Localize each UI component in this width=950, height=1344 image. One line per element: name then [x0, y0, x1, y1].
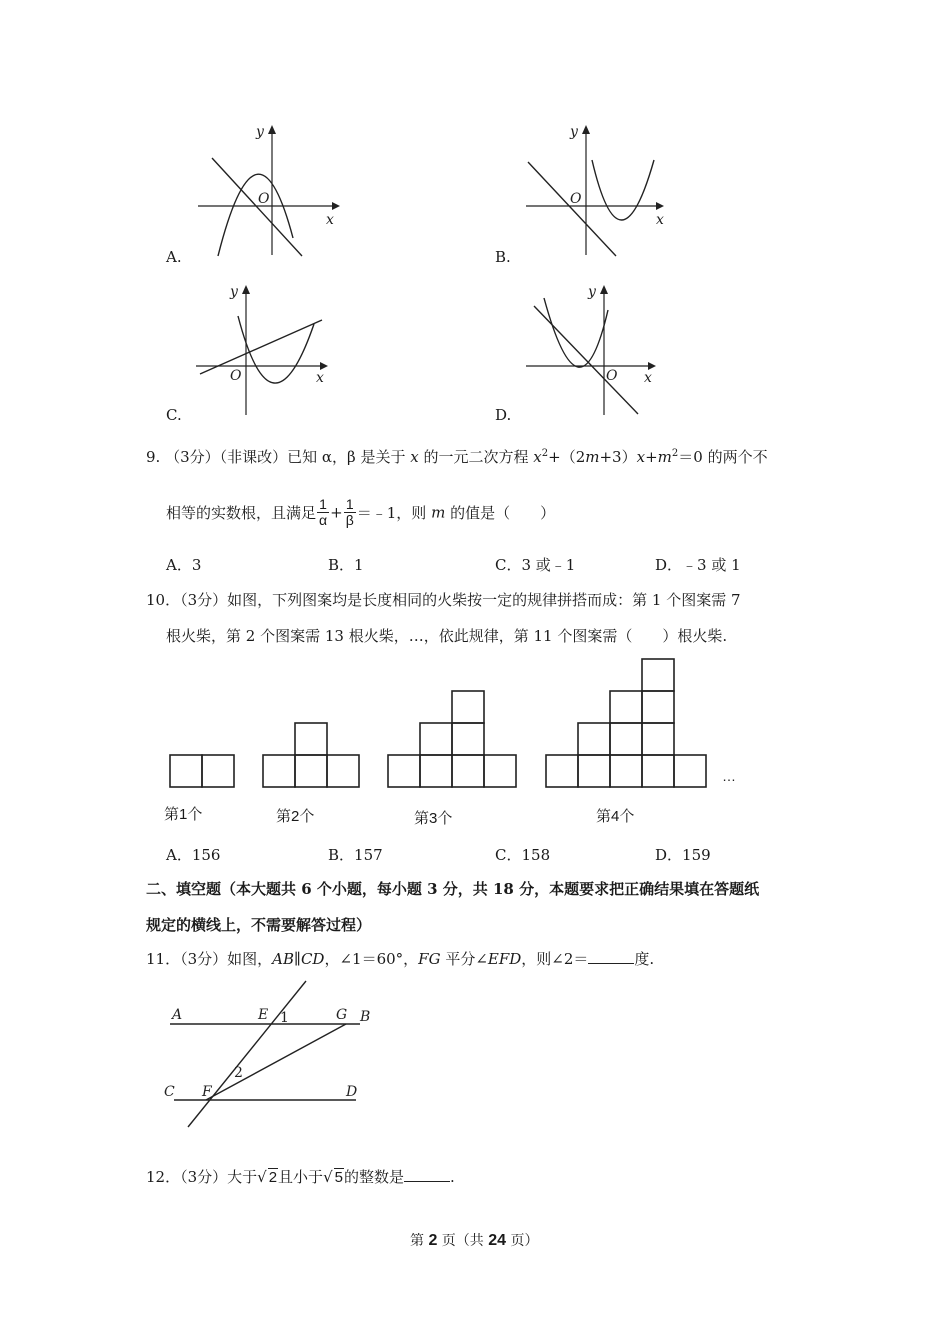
q12-text: 12．（3分）大于√ 2且小于√ 5的整数是 . — [146, 1168, 455, 1186]
svg-text:B: B — [360, 1009, 371, 1025]
svg-text:x: x — [656, 212, 664, 228]
q10-line2: 根火柴，第 2 个图案需 13 根火柴，…，依此规律，第 11 个图案需（ ）根火柴. — [166, 627, 728, 645]
figure-caption-2: 第2个 — [276, 808, 315, 825]
q10-option-d: D．159 — [655, 846, 711, 864]
figure-caption-3: 第3个 — [414, 810, 453, 827]
svg-text:…: … — [722, 768, 736, 784]
svg-text:A: A — [172, 1007, 183, 1023]
svg-text:F: F — [202, 1084, 212, 1100]
q9-option-c: C．3 或﹣1 — [495, 556, 576, 574]
svg-text:D: D — [346, 1084, 358, 1100]
svg-text:y: y — [230, 284, 238, 300]
graph-c — [190, 280, 350, 420]
answer-blank — [588, 949, 634, 964]
fraction-alpha: $\frac{1}{\alpha}$ — [319, 496, 328, 528]
graph-d — [520, 280, 680, 420]
svg-text:O: O — [606, 368, 618, 384]
option-b-label: B. — [495, 248, 511, 266]
svg-text:O: O — [258, 191, 270, 207]
option-a-label: A. — [166, 248, 182, 266]
answer-blank — [404, 1167, 450, 1182]
svg-text:O: O — [570, 191, 582, 207]
option-d-label: D. — [495, 406, 512, 424]
q9-line2: 相等的实数根，且满足 $\frac{1}{\alpha}$ + $\frac{1}{\beta}$ ＝﹣1，则 m 的值是（ ） — [166, 496, 556, 528]
section-heading-line2: 规定的横线上，不需要解答过程） — [146, 916, 372, 934]
q10-option-b: B．157 — [328, 846, 383, 864]
section-heading-line1: 二、填空题（本大题共 6 个小题，每小题 3 分，共 18 分，本题要求把正确结果填在答题纸 — [146, 880, 760, 898]
graph-a — [190, 120, 350, 260]
svg-text:2: 2 — [234, 1065, 243, 1081]
svg-text:E: E — [258, 1007, 269, 1023]
option-c-label: C. — [166, 406, 182, 424]
page-footer: 第 2 页（共 24 页） — [410, 1232, 539, 1249]
fraction-beta: $\frac{1}{\beta}$ — [345, 496, 354, 528]
svg-text:x: x — [326, 212, 334, 228]
sqrt-five: 5 — [334, 1169, 343, 1186]
svg-text:C: C — [164, 1084, 175, 1100]
q9-option-a: A．3 — [166, 556, 202, 574]
q10-option-c: C．158 — [495, 846, 551, 864]
sqrt-two: 2 — [268, 1169, 278, 1186]
figure-caption-1: 第1个 — [164, 806, 203, 823]
svg-text:y: y — [570, 124, 578, 140]
svg-text:y: y — [256, 124, 264, 140]
q10-line1: 10．（3分）如图，下列图案均是长度相同的火柴按一定的规律拼搭而成：第 1 个图案需 7 — [146, 591, 741, 609]
q9-option-b: B．1 — [328, 556, 364, 574]
q11-text: 11．（3分）如图，AB∥CD，∠1＝60°，FG 平分∠EFD，则∠2＝ 度. — [146, 950, 655, 968]
svg-text:x: x — [316, 370, 324, 386]
parallel-lines-figure — [160, 975, 380, 1135]
svg-text:O: O — [230, 368, 242, 384]
svg-text:G: G — [336, 1007, 348, 1023]
figure-caption-4: 第4个 — [596, 808, 635, 825]
svg-text:y: y — [588, 284, 596, 300]
svg-text:x: x — [644, 370, 652, 386]
matchstick-figures — [160, 655, 760, 795]
graph-b — [520, 120, 680, 260]
q9-option-d: D．﹣3 或 1 — [655, 556, 741, 574]
q10-option-a: A．156 — [166, 846, 221, 864]
svg-text:1: 1 — [280, 1010, 289, 1026]
q9-line1: 9. （3分）（非课改）已知 α，β 是关于 x 的一元二次方程 $x^2+(2m+3)x+m^2=0$ 的两个不 — [146, 448, 768, 466]
